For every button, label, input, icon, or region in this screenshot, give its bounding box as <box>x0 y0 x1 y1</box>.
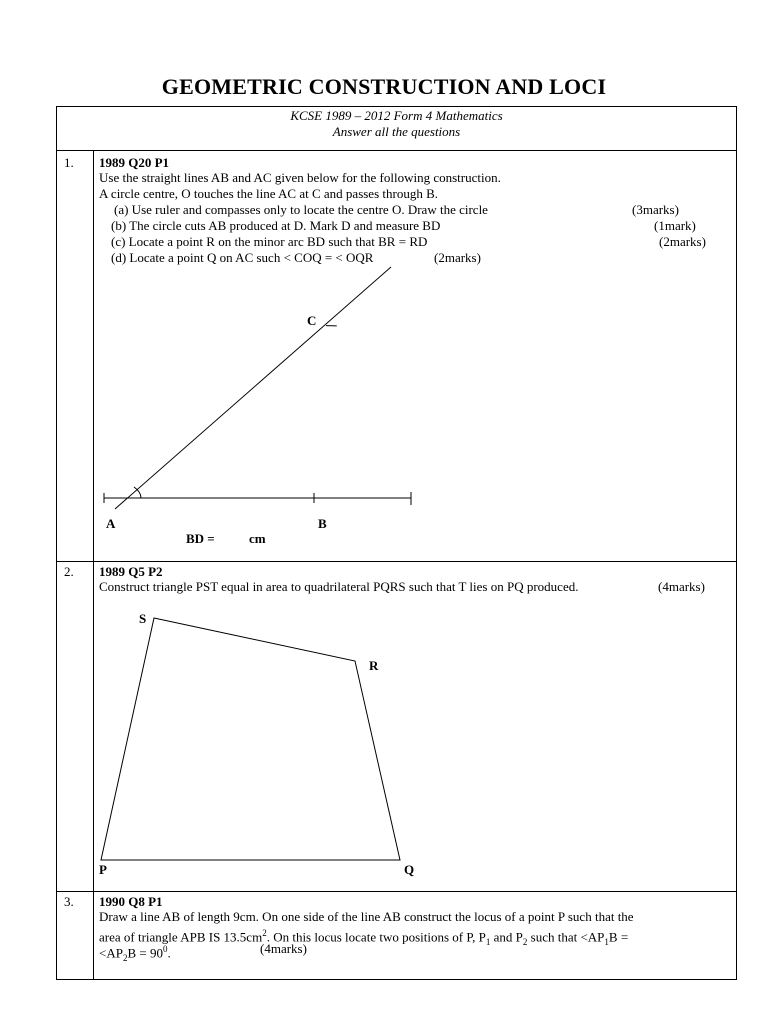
question-text <box>99 941 171 966</box>
quadrilateral-pqrs <box>101 618 400 860</box>
superscript: 2 <box>262 928 267 938</box>
point-label-s: S <box>139 611 147 626</box>
superscript: 0 <box>162 944 168 954</box>
part-marks: (1mark) <box>654 218 696 233</box>
header-line-2: Answer all the questions <box>332 124 461 139</box>
part-marks: (2marks) <box>659 234 706 249</box>
part-marks: (4marks) <box>260 941 307 956</box>
text-fragment: B = <box>608 929 629 945</box>
question-heading: 1989 Q20 P1 <box>99 155 170 170</box>
text-fragment: <AP <box>99 945 123 961</box>
text-fragment: . <box>167 945 171 961</box>
text-fragment: B = 90 <box>127 945 163 961</box>
question-number: 3. <box>64 894 74 909</box>
answer-label: BD = <box>186 531 215 546</box>
point-label-c: C <box>307 313 317 328</box>
header-line-1: KCSE 1989 – 2012 Form 4 Mathematics <box>290 108 503 123</box>
question-text: Construct triangle PST equal in area to quadrilateral PQRS such that T lies on PQ produced. <box>99 579 579 594</box>
question-heading: 1990 Q8 P1 <box>99 894 163 909</box>
point-label-a: A <box>106 516 116 531</box>
text-fragment: such that <AP <box>527 929 605 945</box>
part-marks: (4marks) <box>658 579 705 594</box>
question-part-c: (c) Locate a point R on the minor arc BD such that BR = RD <box>111 234 428 249</box>
text-fragment: and P <box>490 929 523 945</box>
question-text: Draw a line AB of length 9cm. On one side of the line AB construct the locus of a point P such that the <box>99 909 634 924</box>
subscript: 2 <box>122 952 128 963</box>
point-label-p: P <box>99 862 107 877</box>
question-heading: 1989 Q5 P2 <box>99 564 163 579</box>
point-label-r: R <box>369 658 379 673</box>
subscript: 1 <box>485 936 491 947</box>
answer-unit: cm <box>249 531 266 546</box>
question-part-d: (d) Locate a point Q on AC such < COQ = < OQR <box>111 250 374 265</box>
part-marks: (3marks) <box>632 202 679 217</box>
subscript: 1 <box>604 936 609 947</box>
question-text: A circle centre, O touches the line AC at C and passes through B. <box>99 186 439 201</box>
question-number: 2. <box>64 564 74 579</box>
page-title: GEOMETRIC CONSTRUCTION AND LOCI <box>161 74 607 99</box>
question-part-a: (a) Use ruler and compasses only to locate the centre O. Draw the circle <box>114 202 488 217</box>
subscript: 2 <box>522 936 528 947</box>
question-text: Use the straight lines AB and AC given below for the following construction. <box>99 170 501 185</box>
text-fragment: . On this locus locate two positions of P, P <box>266 929 486 945</box>
question-part-b: (b) The circle cuts AB produced at D. Mark D and measure BD <box>111 218 441 233</box>
part-marks: (2marks) <box>434 250 481 265</box>
point-label-b: B <box>318 516 327 531</box>
text-fragment: area of triangle APB IS 13.5cm <box>99 929 263 945</box>
line-ac <box>115 267 391 509</box>
question-number: 1. <box>64 155 74 170</box>
question-text <box>99 925 628 950</box>
point-label-q: Q <box>404 862 415 877</box>
